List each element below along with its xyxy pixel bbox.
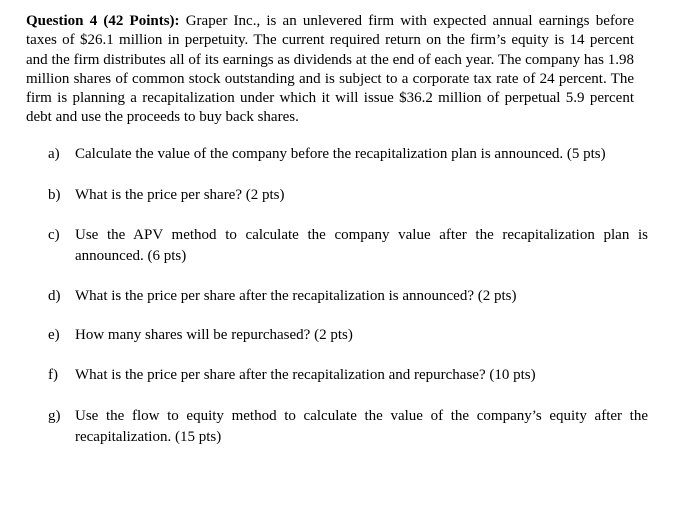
question-intro: [26, 12, 634, 128]
part-f-marker: f): [48, 367, 58, 383]
question-heading: Question 4 (42 Points):: [26, 13, 180, 29]
part-a-marker: a): [48, 146, 60, 162]
part-b: [48, 185, 648, 206]
part-b-marker: b): [48, 187, 61, 203]
part-e: [48, 325, 648, 346]
part-e-marker: e): [48, 327, 60, 343]
part-d: [48, 286, 648, 307]
part-g-text: Use the flow to equity method to calculate the value of the company’s equity after the recapitalization. (15 pts): [75, 408, 648, 445]
part-c-marker: c): [48, 227, 60, 243]
part-e-text: How many shares will be repurchased? (2 pts): [75, 327, 353, 343]
part-c: [48, 225, 648, 267]
part-f-text: What is the price per share after the recapitalization and repurchase? (10 pts): [75, 367, 536, 383]
part-b-text: What is the price per share? (2 pts): [75, 187, 285, 203]
part-d-marker: d): [48, 288, 61, 304]
part-a: [48, 144, 648, 165]
part-f: [48, 365, 648, 386]
part-a-text: Calculate the value of the company before the recapitalization plan is announced. (5 pts): [75, 146, 606, 162]
part-g-marker: g): [48, 408, 61, 424]
part-d-text: What is the price per share after the recapitalization is announced? (2 pts): [75, 288, 517, 304]
question-body: Graper Inc., is an unlevered firm with expected annual earnings before taxes of $26.1 million in perpetuity. The current required return on the firm’s equity is 14 percent and the firm distributes all of its earnings as dividends at the end of each year. The company has 1.98 million shares of common stock outstanding and is subject to a corporate tax rate of 24 percent. The firm is planning a recapitalization under which it will issue $36.2 million of perpetual 5.9 percent debt and use the proceeds to buy back shares.: [26, 13, 635, 126]
part-c-text: Use the APV method to calculate the company value after the recapitalization plan is announced. (6 pts): [75, 227, 648, 264]
part-g: [48, 406, 648, 448]
